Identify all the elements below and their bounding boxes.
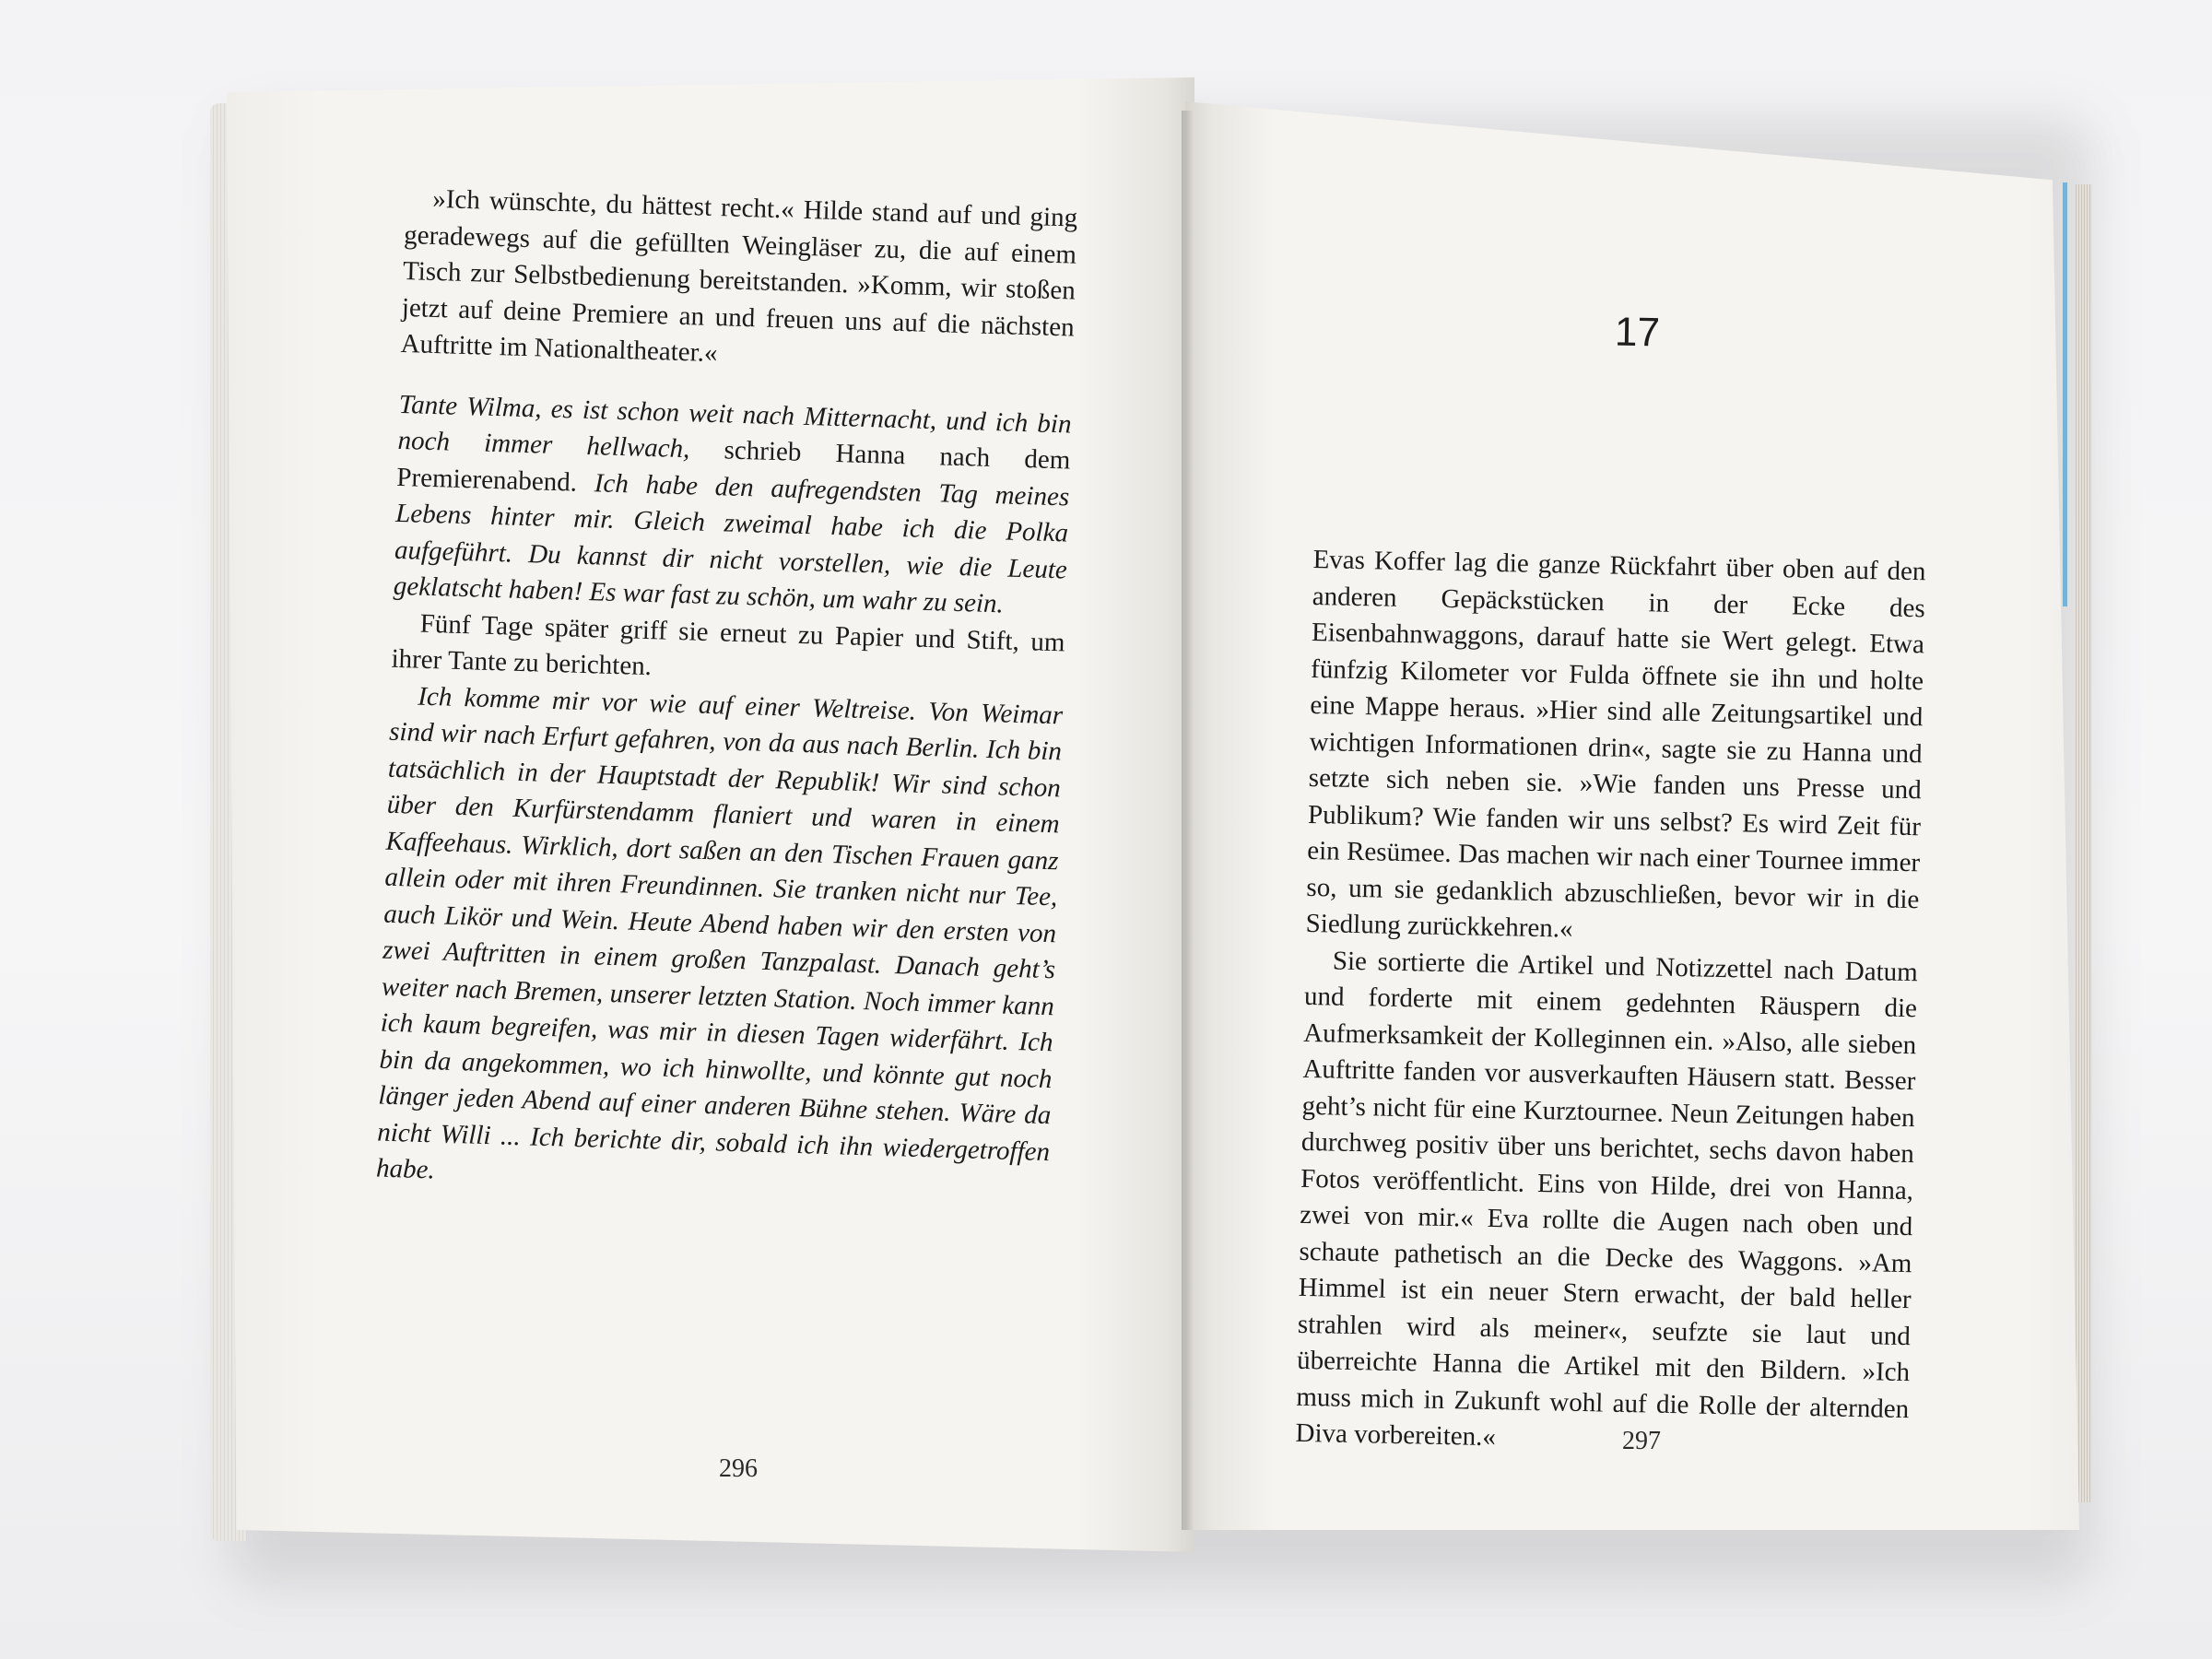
paragraph [1305,542,1926,955]
body-text: Fünf Tage später griff sie erneut zu Papier und Stift, um ihrer Tante zu berichten. [391,608,1065,682]
right-page-text [1295,542,1926,1465]
right-page-edges [2074,184,2092,1502]
body-text: Sie sortierte die Artikel und Notizzettel nach Datum und forderte mit einem gedehnten Räuspern die Aufmerksamkeit der Kolleginnen ein. »Also, alle sieben Auftritte fanden vor ausverkauften Häusern statt. Besser geht’s nicht für eine Kurztournee. Neun Zeitungen haben durchweg positiv über uns berichtet, sechs davon haben Fotos veröffentlicht. Eins von Hilde, drei von Hanna, zwei von mir.« Eva rollte die Augen nach oben und schaute pathetisch an die Decke des Waggons. »Am Himmel ist ein neuer Stern erwacht, der bald heller strahlen wird als meiner«, seufzte sie laut und überreichte Hanna die Artikel mit den Bildern. »Ich muss mich in Zukunft wohl auf die Rolle der alternden Diva vorbereiten.« [1295,946,1919,1453]
chapter-number: 17 [1614,309,1661,356]
paragraph [376,677,1064,1206]
page-number-right: 297 [1622,1427,1661,1455]
italic-text: Tante Wilma, es ist schon weit nach Mitternacht, und ich bin noch immer hellwach, [397,389,1072,465]
italic-text: Ich habe den aufregendsten Tag meines Lebens hinter mir. Gleich zweimal habe ich die Polka aufgeführt. Du kannst dir nicht vorstellen, wie die Leute geklatscht haben! Es war fast zu schön, um wahr zu sein. [393,467,1070,619]
book-gutter [1182,111,1193,1530]
page-number-left: 296 [719,1454,758,1483]
paragraph [393,386,1072,625]
paragraph [1295,942,1918,1464]
body-text: »Ich wünschte, du hättest recht.« Hilde stand auf und ging geradewegs auf die gefüllten Weingläser zu, die auf einem Tisch zur Selbstbedienung bereitstanden. »Komm, wir stoßen jetzt auf deine Premiere an und freuen uns auf die nächsten Auftritte im Nationaltheater.« [400,183,1078,369]
body-text: schrieb Hanna nach dem Premierenabend. [395,434,1071,498]
bookmark-edge [2063,182,2067,606]
italic-text: Ich komme mir vor wie auf einer Weltreise. Von Weimar sind wir nach Erfurt gefahren, von da aus nach Berlin. Ich bin tatsächlich in der Hauptstadt der Republik! Wir sind schon über den Kurfürstendamm flaniert und waren in einem Kaffeehaus. Wirklich, dort saßen an den Tischen Frauen ganz allein oder mit ihren Freundinnen. Sie tranken nicht nur Tee, auch Likör und Wein. Heute Abend haben wir den ersten von zwei Auftritten in einem großen Tanzpalast. Danach geht’s weiter nach Bremen, unserer letzten Station. Noch immer kann ich kaum begreifen, was mir in diesen Tagen widerfährt. Ich bin da angekommen, wo ich hinwollte, und könnte gut noch länger jeden Abend auf einer anderen Bühne stehen. Wäre da nicht Willi ... Ich berichte dir, sobald ich ihn wiedergetroffen habe. [375,681,1064,1185]
body-text: Evas Koffer lag die ganze Rückfahrt über oben auf den anderen Gepäckstücken in der Ecke des Eisenbahnwaggons, darauf hatte sie Wert gelegt. Etwa fünfzig Kilometer vor Fulda öffnete sie ihn und holte eine Mappe heraus. »Hier sind alle Zeitungsartikel und wichtigen Informationen drin«, sagte sie zu Hanna und setzte sich neben sie. »Wie fanden uns Presse und Publikum? Wie fanden wir uns selbst? Es wird Zeit für ein Resümee. Das machen wir nach einer Tournee immer so, um sie gedanklich abzuschließen, bevor wir in die Siedlung zurückkehren.« [1305,544,1926,944]
left-page-text [376,181,1078,1207]
paragraph [400,181,1078,382]
